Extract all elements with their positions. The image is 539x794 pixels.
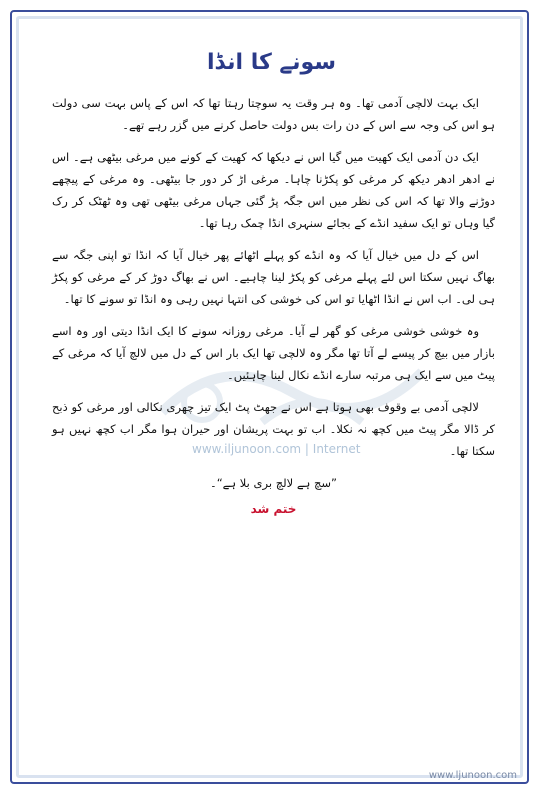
story-paragraph: وہ خوشی خوشی مرغی کو گھر لے آیا۔ مرغی روزانہ سونے کا ایک انڈا دیتی اور وہ اسے بازار میں بیچ کر پیسے لے آتا تھا مگر وہ لالچی تھا ایک بار اس کے دل میں لالچ آیا کہ مرغی کے پیٹ میں سے ایک ہی مرتبہ سارے انڈے نکال لینا چاہئیں۔ <box>52 324 495 382</box>
page-frame <box>10 10 529 784</box>
story-paragraph: ایک دن آدمی ایک کھیت میں گیا اس نے دیکھا کہ کھیت کے کونے میں مرغی بیٹھی ہے۔ اس نے ادھر ادھر دیکھ کر مرغی کو پکڑنا چاہا۔ مرغی اڑ کر دور جا بیٹھی۔ وہ مرغی کے پیچھے دوڑنے والا تھا کہ اس کی نظر میں اس جگہ پڑ گئی جہاں مرغی بیٹھی تھی وہ ٹھٹک کر رک گیا وہاں تو ایک سفید انڈے کے بجائے سنہری انڈا چمک رہا تھا۔ <box>52 150 495 230</box>
story-title: سونے کا انڈا <box>206 50 336 75</box>
end-text: ختم شد <box>250 502 297 516</box>
story-paragraph: لالچی آدمی بے وقوف بھی ہوتا ہے اس نے جھٹ پٹ ایک تیز چھری نکالی اور مرغی کو ذبح کر ڈالا مگر پیٹ میں کچھ نہ نکلا۔ اب تو بہت پریشان اور حیران ہوا مگر اب کچھ نہیں ہو سکتا تھا۔ <box>52 400 495 458</box>
story-paragraph: ایک بہت لالچی آدمی تھا۔ وہ ہر وقت یہ سوچتا رہتا تھا کہ اس کے پاس بہت سی دولت ہو اس کی وجہ سے اس کے دن رات بس دولت حاصل کرنے میں گزر رہے تھے۔ <box>52 96 495 132</box>
story-paragraph: اس کے دل میں خیال آیا کہ وہ انڈے کو پہلے اٹھائے پھر خیال آیا کہ انڈا تو اپنی جگہ سے بھاگ نہیں سکتا اس لئے پہلے مرغی کو پکڑ لینا چاہیے۔ اس نے بھاگ دوڑ کر کے مرغی کو پکڑ ہی لی۔ اب اس نے انڈا اٹھایا تو اس کی خوشی کی انتہا نہیں رہی وہ انڈا تو سونے کا تھا۔ <box>52 248 495 306</box>
footer-url[interactable]: www.ljunoon.com <box>428 770 517 781</box>
story-body <box>52 92 495 520</box>
story-moral: ”سچ ہے لالچ بری بلا ہے“۔ <box>209 476 338 490</box>
watermark-url: www.iljunoon.com | Internet <box>192 442 361 456</box>
